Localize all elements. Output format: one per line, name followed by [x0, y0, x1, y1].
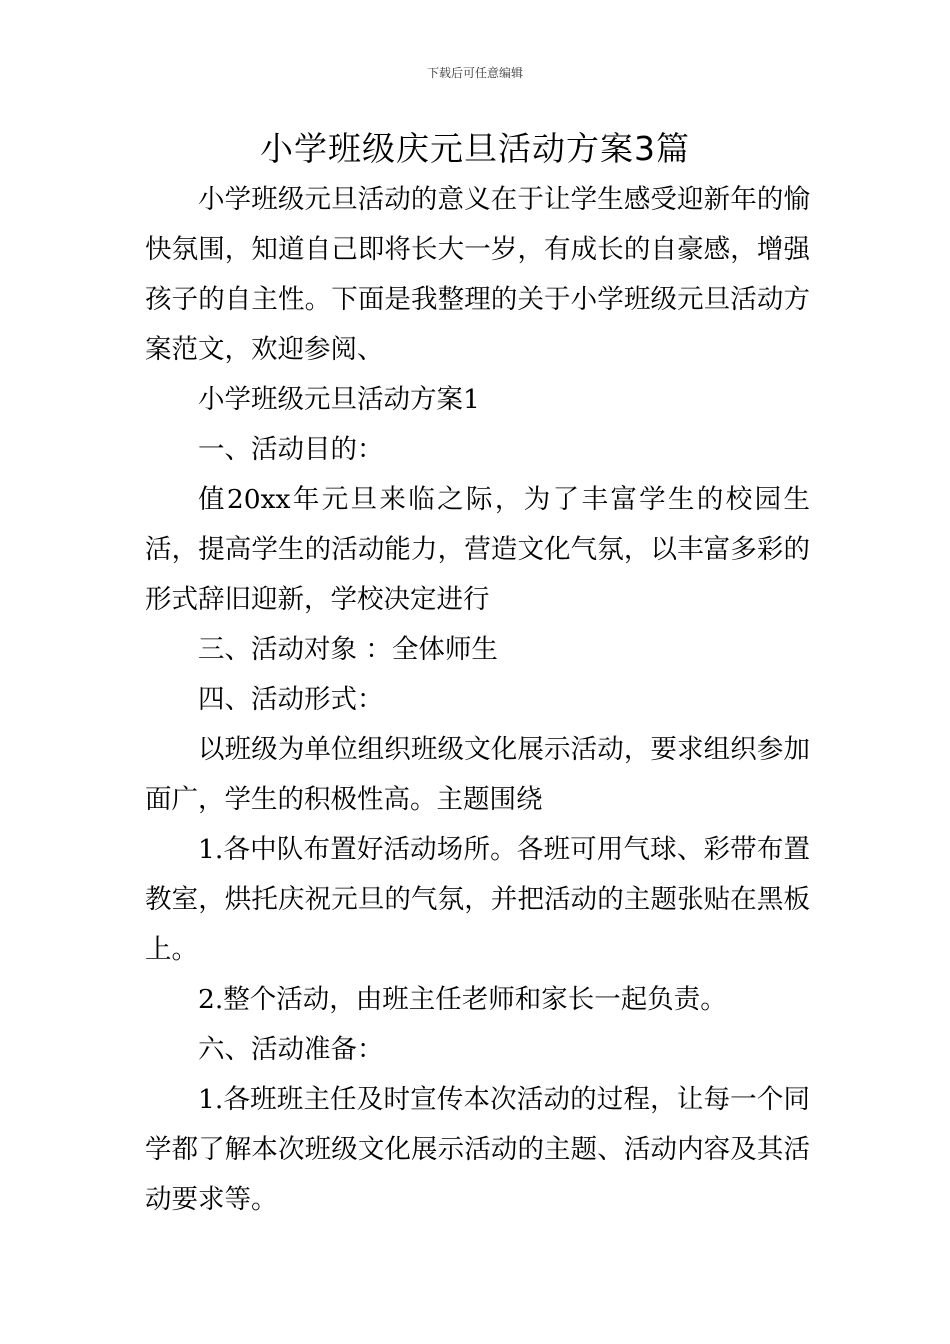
section-heading-format: 四、活动形式： [198, 684, 384, 715]
format-paragraph: 以班级为单位组织班级文化展示活动，要求组织参加面广，学生的积极性高。主题围绕 [145, 734, 810, 815]
document-body [145, 175, 810, 1225]
section-heading-plan-1: 小学班级元旦活动方案1 [198, 384, 480, 415]
header-note: 下载后可任意编辑 [426, 66, 523, 80]
section-heading-purpose: 一、活动目的： [198, 434, 384, 465]
section-heading-preparation: 六、活动准备： [198, 1034, 384, 1065]
list-item: 1.各中队布置好活动场所。各班可用气球、彩带布置教室，烘托庆祝元旦的气氛，并把活动的主题张贴在黑板上。 [145, 834, 810, 965]
list-item: 1.各班班主任及时宣传本次活动的过程，让每一个同学都了解本次班级文化展示活动的主题、活动内容及其活动要求等。 [145, 1084, 810, 1215]
intro-paragraph: 小学班级元旦活动的意义在于让学生感受迎新年的愉快氛围，知道自己即将长大一岁，有成长的自豪感，增强孩子的自主性。下面是我整理的关于小学班级元旦活动方案范文，欢迎参阅、 [145, 184, 810, 365]
document-title: 小学班级庆元旦活动方案3篇 [260, 129, 690, 168]
section-heading-audience: 三、活动对象 ：全体师生 [198, 634, 498, 665]
purpose-paragraph: 值20xx年元旦来临之际，为了丰富学生的校园生活，提高学生的活动能力，营造文化气氛，以丰富多彩的形式辞旧迎新，学校决定进行 [145, 484, 810, 615]
list-item: 2.整个活动，由班主任老师和家长一起负责。 [198, 984, 727, 1015]
